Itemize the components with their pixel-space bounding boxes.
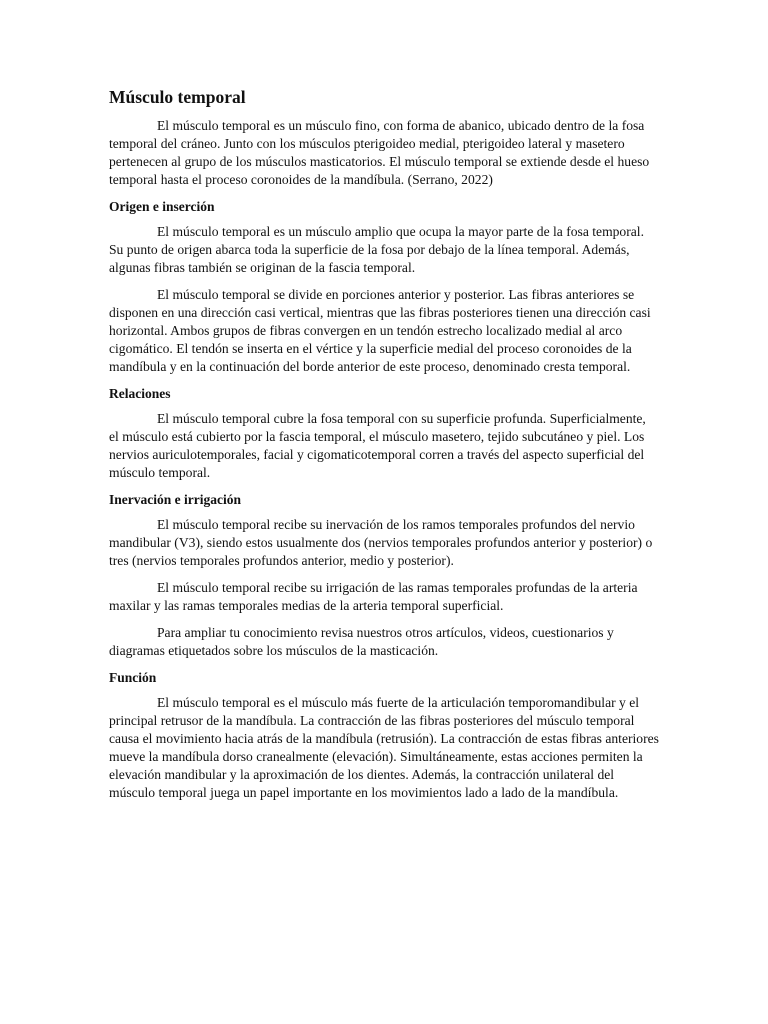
section-heading-inervacion: Inervación e irrigación xyxy=(109,492,241,507)
paragraph-funcion-1: El músculo temporal es el músculo más fuerte de la articulación temporomandibular y el principal retrusor de la mandíbula. La contracción de las fibras posteriores del músculo temporal causa el movimiento hacia atrás de la mandíbula (retrusión). La contracción de estas fibras anteriores mueve la mandíbula dorso cranealmente (elevación). Simultáneamente, estas acciones permiten la elevación mandibular y la aproximación de los dientes. Además, la contracción unilateral del músculo temporal juega un papel importante en los movimientos lado a lado de la mandíbula. xyxy=(109,695,659,800)
section-heading-origen: Origen e inserción xyxy=(109,199,215,214)
page-title: Músculo temporal xyxy=(109,87,246,107)
paragraph-origen-1: El músculo temporal es un músculo amplio que ocupa la mayor parte de la fosa temporal. Su punto de origen abarca toda la superficie de la fosa por debajo de la línea temporal. Además, algunas fibras también se originan de la fascia temporal. xyxy=(109,224,644,275)
section-heading-relaciones: Relaciones xyxy=(109,386,171,401)
paragraph-origen-2: El músculo temporal se divide en porciones anterior y posterior. Las fibras anteriores se disponen en una dirección casi vertical, mientras que las fibras posteriores tienen una dirección casi horizontal. Ambos grupos de fibras convergen en un tendón estrecho localizado medial al arco cigomático. El tendón se inserta en el vértice y la superficie medial del proceso coronoides de la mandíbula y en la continuación del borde anterior de este proceso, denominado cresta temporal. xyxy=(109,287,651,374)
paragraph-relaciones-1: El músculo temporal cubre la fosa temporal con su superficie profunda. Superficialmente, el músculo está cubierto por la fascia temporal, el músculo masetero, tejido subcutáneo y piel. Los nervios auriculotemporales, facial y cigomaticotemporal corren a través del aspecto superficial del músculo temporal. xyxy=(109,411,646,480)
document-body xyxy=(109,86,659,811)
paragraph-inervacion-3: Para ampliar tu conocimiento revisa nuestros otros artículos, videos, cuestionarios y diagramas etiquetados sobre los músculos de la masticación. xyxy=(109,625,614,658)
paragraph-inervacion-2: El músculo temporal recibe su irrigación de las ramas temporales profundas de la arteria maxilar y las ramas temporales medias de la arteria temporal superficial. xyxy=(109,580,638,613)
paragraph-inervacion-1: El músculo temporal recibe su inervación de los ramos temporales profundos del nervio mandibular (V3), siendo estos usualmente dos (nervios temporales profundos anterior y posterior) o tres (nervios temporales profundos anterior, medio y posterior). xyxy=(109,517,653,568)
section-heading-funcion: Función xyxy=(109,670,157,685)
intro-paragraph: El músculo temporal es un músculo fino, con forma de abanico, ubicado dentro de la fosa temporal del cráneo. Junto con los músculos pterigoideo medial, pterigoideo lateral y masetero pertenecen al grupo de los músculos masticatorios. El músculo temporal se extiende desde el hueso temporal hasta el proceso coronoides de la mandíbula. (Serrano, 2022) xyxy=(109,118,650,187)
